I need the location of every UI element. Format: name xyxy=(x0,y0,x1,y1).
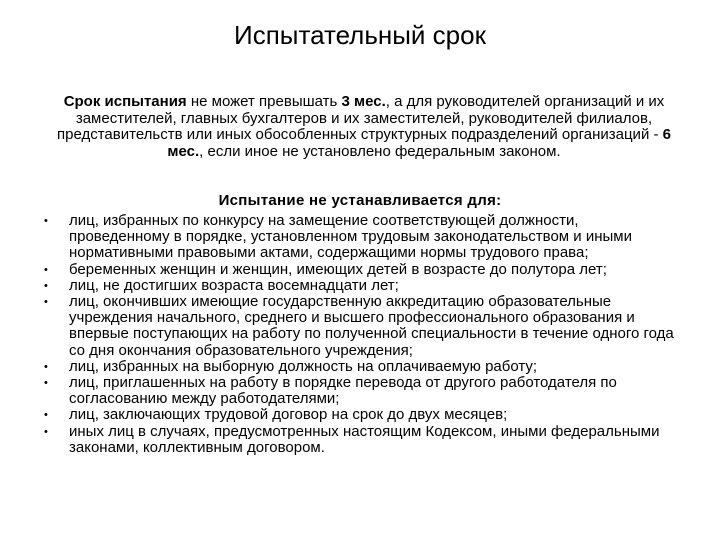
list-item xyxy=(0,294,682,359)
intro-paragraph xyxy=(44,94,684,160)
bullet-icon: • xyxy=(44,377,48,390)
list-item xyxy=(0,278,682,294)
exemption-list xyxy=(0,213,720,456)
intro-text-3: , если иное не установлено федеральным законом. xyxy=(199,142,561,160)
list-item-text: лиц, приглашенных на работу в порядке перевода от другого работодателя по согласованию между работодателями; xyxy=(69,374,617,408)
bullet-icon: • xyxy=(44,263,48,276)
intro-text-2: , а для руководителей организаций и их заместителей, главных бухгалтеров и их заместителей, руководителей филиалов, представительств или иных обособленных структурных подразделений организаций - xyxy=(57,93,665,143)
list-item-text: иных лиц в случаях, предусмотренных настоящим Кодексом, иными федеральными законами, коллективным договором. xyxy=(69,422,660,456)
bullet-icon: • xyxy=(44,296,48,309)
slide-title: Испытательный срок xyxy=(234,20,486,50)
list-item-text: беременных женщин и женщин, имеющих детей в возрасте до полутора лет; xyxy=(69,260,607,278)
list-item xyxy=(0,407,682,423)
bullet-icon: • xyxy=(44,409,48,422)
list-item-text: лиц, не достигших возраста восемнадцати лет; xyxy=(69,276,399,294)
list-item xyxy=(0,213,682,262)
intro-bold-6-months: 6 мес. xyxy=(167,126,671,160)
list-item-text: лиц, окончивших имеющие государственную аккредитацию образовательные учреждения начального, среднего и высшего профессионального образования и впервые поступающих на работу по полученной специальности в течение одного года со дня окончания образовательного учреждения; xyxy=(69,293,674,359)
intro-text-1: не может превышать xyxy=(186,93,342,110)
list-item xyxy=(0,359,682,375)
list-item xyxy=(0,375,682,407)
list-item-text: лиц, избранных по конкурсу на замещение соответствующей должности, проведенному в порядке, установленном трудовым законодательством и иными нормативными правовыми актами, содержащими нормы трудового права; xyxy=(69,212,632,262)
bullet-icon: • xyxy=(44,279,48,292)
bullet-icon: • xyxy=(44,360,48,373)
list-item-text: лиц, заключающих трудовой договор на срок до двух месяцев; xyxy=(69,406,508,424)
intro-bold-3-months: 3 мес. xyxy=(341,93,386,110)
bullet-icon: • xyxy=(44,425,48,438)
list-item xyxy=(0,262,682,278)
bullet-icon: • xyxy=(44,215,48,227)
list-item-text: лиц, избранных на выборную должность на оплачиваемую работу; xyxy=(69,357,538,375)
list-item xyxy=(0,424,682,456)
list-heading: Испытание не устанавливается для: xyxy=(218,192,502,209)
intro-lead-bold: Срок испытания xyxy=(63,93,187,110)
